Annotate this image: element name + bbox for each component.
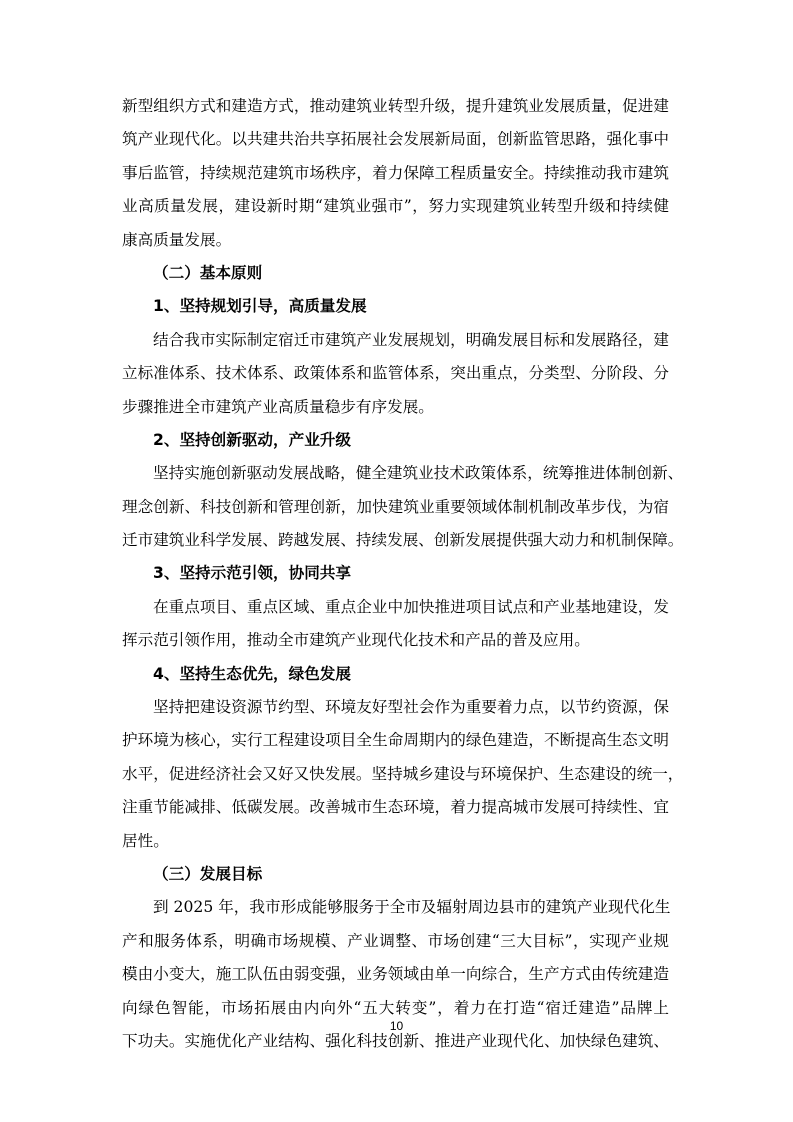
document-body [122, 90, 684, 1058]
paragraph-line: 步骤推进全市建筑产业高质量稳步有序发展。 [122, 397, 434, 416]
paragraph-line: 挥示范引领作用，推动全市建筑产业现代化技术和产品的普及应用。 [122, 631, 590, 650]
paragraph-line: 下功夫。实施优化产业结构、强化科技创新、推进产业现代化、加快绿色建筑、 [122, 1031, 669, 1050]
paragraph-line: 到 2025 年，我市形成能够服务于全市及辐射周边县市的建筑产业现代化生 [153, 898, 671, 917]
subsection-heading: 4、坚持生态优先，绿色发展 [153, 664, 351, 683]
paragraph-line: 在重点项目、重点区域、重点企业中加快推进项目试点和产业基地建设，发 [153, 597, 669, 616]
paragraph-line: 结合我市实际制定宿迁市建筑产业发展规划，明确发展目标和发展路径，建 [153, 330, 669, 349]
paragraph-line: 事后监管，持续规范建筑市场秩序，着力保障工程质量安全。持续推动我市建筑 [122, 163, 669, 182]
paragraph-line: 居性。 [122, 831, 169, 850]
paragraph-line: 坚持把建设资源节约型、环境友好型社会作为重要着力点，以节约资源，保 [153, 698, 669, 717]
section-heading: （二）基本原则 [153, 263, 263, 282]
section-heading: （三）发展目标 [153, 864, 263, 883]
paragraph-line: 迁市建筑业科学发展、跨越发展、持续发展、创新发展提供强大动力和机制保障。 [122, 531, 684, 550]
subsection-heading: 3、坚持示范引领，协同共享 [153, 564, 351, 583]
paragraph-line: 坚持实施创新驱动发展战略，健全建筑业技术政策体系，统筹推进体制创新、 [153, 464, 684, 483]
paragraph-line: 立标准体系、技术体系、政策体系和监管体系，突出重点，分类型、分阶段、分 [122, 364, 669, 383]
paragraph-line: 业高质量发展，建设新时期“建筑业强市”，努力实现建筑业转型升级和持续健 [122, 197, 669, 216]
page-number: 10 [389, 1019, 404, 1033]
paragraph-line: 理念创新、科技创新和管理创新，加快建筑业重要领域体制机制改革步伐，为宿 [122, 497, 669, 516]
paragraph-line: 护环境为核心，实行工程建设项目全生命周期内的绿色建造，不断提高生态文明 [122, 731, 669, 750]
subsection-heading: 1、坚持规划引导，高质量发展 [153, 297, 367, 316]
subsection-heading: 2、坚持创新驱动，产业升级 [153, 430, 351, 449]
paragraph-line: 产和服务体系，明确市场规模、产业调整、市场创建“三大目标”，实现产业规 [122, 931, 669, 950]
paragraph-line: 筑产业现代化。以共建共治共享拓展社会发展新局面，创新监管思路，强化事中 [122, 130, 669, 149]
paragraph-line: 水平，促进经济社会又好又快发展。坚持城乡建设与环境保护、生态建设的统一， [122, 764, 684, 783]
paragraph-line: 康高质量发展。 [122, 230, 232, 249]
paragraph-line: 向绿色智能，市场拓展由内向外“五大转变”，着力在打造“宿迁建造”品牌上 [122, 998, 669, 1017]
paragraph-line: 注重节能减排、低碳发展。改善城市生态环境，着力提高城市发展可持续性、宜 [122, 798, 669, 817]
paragraph-line: 模由小变大，施工队伍由弱变强，业务领域由单一向综合，生产方式由传统建造 [122, 965, 669, 984]
paragraph-line: 新型组织方式和建造方式，推动建筑业转型升级，提升建筑业发展质量，促进建 [122, 97, 669, 115]
